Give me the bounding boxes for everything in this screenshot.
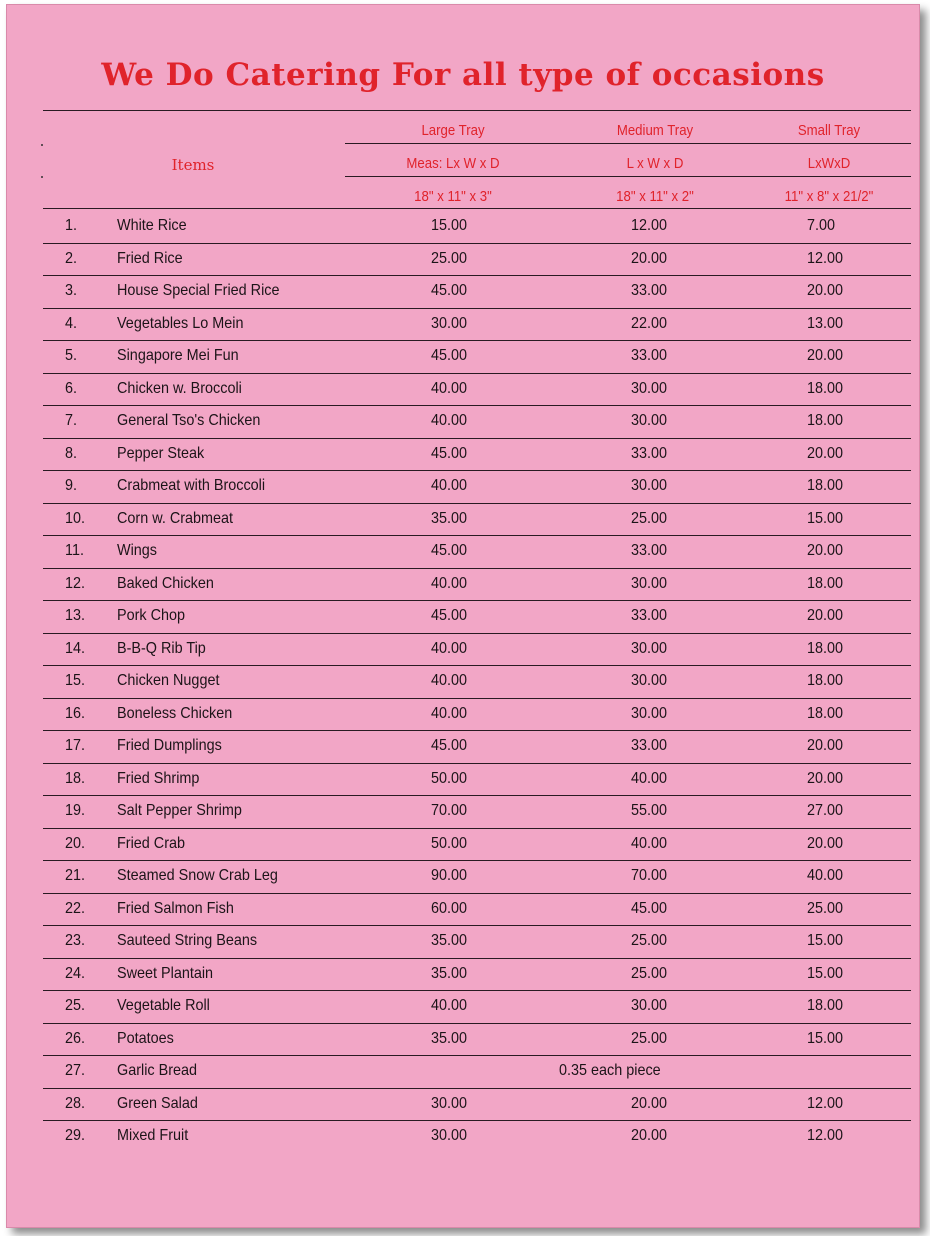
table-row — [7, 926, 919, 958]
table-row — [7, 991, 919, 1023]
small-tray-price: 20.00 — [807, 737, 844, 754]
item-number: 16. — [65, 704, 86, 722]
item-number: 22. — [65, 899, 86, 917]
item-name: Wings — [117, 542, 158, 559]
table-row — [7, 861, 919, 893]
large-tray-price: 90.00 — [431, 867, 468, 884]
medium-tray-price: 20.00 — [631, 1094, 668, 1112]
large-tray-price: 70.00 — [431, 802, 468, 819]
item-number: 24. — [65, 964, 86, 982]
small-tray-price: 7.00 — [807, 217, 836, 234]
item-name: Vegetables Lo Mein — [117, 314, 244, 332]
medium-tray-price: 33.00 — [631, 282, 668, 299]
item-name: White Rice — [117, 217, 187, 234]
small-tray-price: 18.00 — [807, 574, 844, 592]
price-note: 0.35 each piece — [559, 1062, 661, 1079]
item-number: 11. — [65, 542, 84, 559]
small-tray-size: 11" x 8" x 21/2" — [784, 188, 874, 205]
medium-tray-price: 30.00 — [631, 704, 668, 722]
item-name: Crabmeat with Broccoli — [117, 477, 266, 494]
table-row — [7, 1121, 919, 1153]
table-row — [7, 244, 919, 276]
table-row — [7, 634, 919, 666]
item-number: 17. — [65, 737, 86, 754]
small-tray-price: 40.00 — [807, 867, 844, 884]
table-row — [7, 894, 919, 926]
medium-tray-price: 30.00 — [631, 672, 668, 689]
item-name: Steamed Snow Crab Leg — [117, 867, 278, 884]
header-rule-2 — [345, 176, 911, 177]
table-row — [7, 764, 919, 796]
small-tray-price: 18.00 — [807, 477, 844, 494]
item-number: 14. — [65, 639, 86, 657]
menu-sheet — [6, 4, 920, 1228]
medium-tray-price: 22.00 — [631, 314, 668, 332]
medium-tray-price: 33.00 — [631, 737, 668, 754]
table-row — [7, 1089, 919, 1121]
item-number: 13. — [65, 607, 86, 624]
item-number: 7. — [65, 412, 78, 429]
small-tray-price: 12.00 — [807, 249, 844, 267]
large-tray-price: 35.00 — [431, 509, 468, 527]
medium-tray-price: 33.00 — [631, 607, 668, 624]
small-tray-price: 20.00 — [807, 282, 844, 299]
medium-tray-price: 30.00 — [631, 997, 668, 1014]
item-number: 2. — [65, 249, 78, 267]
small-tray-price: 18.00 — [807, 379, 844, 397]
small-tray-label: Small Tray — [797, 122, 861, 139]
item-number: 5. — [65, 347, 78, 364]
medium-tray-price: 30.00 — [631, 574, 668, 592]
item-name: Fried Salmon Fish — [117, 899, 234, 917]
item-number: 3. — [65, 282, 78, 299]
item-name: Garlic Bread — [117, 1062, 198, 1079]
table-row — [7, 504, 919, 536]
large-tray-measure: Meas: Lx W x D — [406, 155, 500, 172]
small-tray-price: 20.00 — [807, 542, 844, 559]
item-number: 10. — [65, 509, 86, 527]
medium-tray-price: 55.00 — [631, 802, 668, 819]
medium-tray-price: 25.00 — [631, 509, 668, 527]
large-tray-price: 30.00 — [431, 314, 468, 332]
large-tray-price: 40.00 — [431, 704, 468, 722]
item-number: 29. — [65, 1127, 86, 1144]
item-name: Fried Shrimp — [117, 769, 200, 787]
large-tray-price: 40.00 — [431, 379, 468, 397]
small-tray-measure: LxWxD — [807, 155, 851, 172]
item-number: 4. — [65, 314, 78, 332]
medium-tray-measure: L x W x D — [626, 155, 684, 172]
margin-dot — [41, 144, 43, 146]
medium-tray-price: 70.00 — [631, 867, 668, 884]
item-name: Boneless Chicken — [117, 704, 233, 722]
item-name: Fried Crab — [117, 834, 186, 852]
item-number: 8. — [65, 444, 78, 462]
table-row — [7, 959, 919, 991]
large-tray-price: 35.00 — [431, 932, 468, 949]
small-tray-price: 20.00 — [807, 347, 844, 364]
table-row — [7, 796, 919, 828]
small-tray-price: 12.00 — [807, 1127, 844, 1144]
table-row — [7, 829, 919, 861]
item-number: 9. — [65, 477, 78, 494]
large-tray-price: 60.00 — [431, 899, 468, 917]
header-rule-1 — [345, 143, 911, 144]
small-tray-price: 18.00 — [807, 412, 844, 429]
small-tray-price: 25.00 — [807, 899, 844, 917]
table-row — [7, 439, 919, 471]
small-tray-price: 20.00 — [807, 444, 844, 462]
item-number: 1. — [65, 217, 78, 234]
item-name: Corn w. Crabmeat — [117, 509, 234, 527]
item-name: Vegetable Roll — [117, 997, 210, 1014]
large-tray-price: 40.00 — [431, 672, 468, 689]
margin-dot — [41, 176, 43, 178]
small-tray-price: 13.00 — [807, 314, 844, 332]
small-tray-price: 18.00 — [807, 704, 844, 722]
medium-tray-price: 33.00 — [631, 542, 668, 559]
medium-tray-price: 40.00 — [631, 769, 668, 787]
large-tray-price: 45.00 — [431, 542, 468, 559]
item-number: 21. — [65, 867, 86, 884]
medium-tray-price: 30.00 — [631, 639, 668, 657]
item-name: Fried Dumplings — [117, 737, 222, 754]
table-row — [7, 1056, 919, 1088]
medium-tray-price: 30.00 — [631, 412, 668, 429]
table-row — [7, 341, 919, 373]
small-tray-price: 15.00 — [807, 932, 844, 949]
page-title: We Do Catering For all type of occasions — [101, 57, 825, 93]
item-name: Fried Rice — [117, 249, 183, 267]
small-tray-price: 18.00 — [807, 639, 844, 657]
medium-tray-price: 33.00 — [631, 347, 668, 364]
medium-tray-price: 33.00 — [631, 444, 668, 462]
medium-tray-size: 18" x 11" x 2" — [616, 188, 694, 205]
large-tray-price: 50.00 — [431, 834, 468, 852]
medium-tray-price: 25.00 — [631, 964, 668, 982]
medium-tray-price: 12.00 — [631, 217, 668, 234]
item-name: Salt Pepper Shrimp — [117, 802, 242, 819]
medium-tray-price: 20.00 — [631, 1127, 668, 1144]
item-number: 23. — [65, 932, 86, 949]
table-row — [7, 536, 919, 568]
large-tray-price: 45.00 — [431, 282, 468, 299]
medium-tray-price: 40.00 — [631, 834, 668, 852]
table-row — [7, 471, 919, 503]
large-tray-price: 40.00 — [431, 639, 468, 657]
item-number: 26. — [65, 1029, 86, 1047]
item-name: Mixed Fruit — [117, 1127, 189, 1144]
item-name: Pork Chop — [117, 607, 186, 624]
medium-tray-price: 45.00 — [631, 899, 668, 917]
item-name: General Tso's Chicken — [117, 412, 261, 429]
large-tray-price: 45.00 — [431, 607, 468, 624]
table-row — [7, 601, 919, 633]
medium-tray-price: 20.00 — [631, 249, 668, 267]
table-row — [7, 309, 919, 341]
large-tray-price: 35.00 — [431, 1029, 468, 1047]
item-name: Chicken w. Broccoli — [117, 379, 242, 397]
large-tray-price: 40.00 — [431, 477, 468, 494]
item-number: 28. — [65, 1094, 86, 1112]
large-tray-price: 40.00 — [431, 997, 468, 1014]
item-number: 12. — [65, 574, 86, 592]
small-tray-price: 27.00 — [807, 802, 844, 819]
header-bottom-rule — [43, 208, 911, 209]
item-name: Sweet Plantain — [117, 964, 214, 982]
large-tray-price: 40.00 — [431, 412, 468, 429]
table-row — [7, 569, 919, 601]
large-tray-price: 30.00 — [431, 1094, 468, 1112]
large-tray-price: 45.00 — [431, 347, 468, 364]
item-number: 15. — [65, 672, 86, 689]
large-tray-price: 45.00 — [431, 737, 468, 754]
large-tray-price: 30.00 — [431, 1127, 468, 1144]
item-number: 6. — [65, 379, 78, 397]
small-tray-price: 15.00 — [807, 964, 844, 982]
small-tray-price: 15.00 — [807, 1029, 844, 1047]
item-name: B-B-Q Rib Tip — [117, 639, 206, 657]
medium-tray-price: 30.00 — [631, 477, 668, 494]
item-number: 18. — [65, 769, 86, 787]
item-name: Sauteed String Beans — [117, 932, 258, 949]
small-tray-price: 20.00 — [807, 607, 844, 624]
small-tray-price: 18.00 — [807, 997, 844, 1014]
small-tray-price: 15.00 — [807, 509, 844, 527]
large-tray-size: 18" x 11" x 3" — [414, 188, 492, 205]
large-tray-price: 25.00 — [431, 249, 468, 267]
large-tray-price: 35.00 — [431, 964, 468, 982]
table-row — [7, 731, 919, 763]
item-number: 27. — [65, 1062, 86, 1079]
large-tray-price: 45.00 — [431, 444, 468, 462]
table-row — [7, 276, 919, 308]
small-tray-price: 20.00 — [807, 769, 844, 787]
item-number: 20. — [65, 834, 86, 852]
small-tray-price: 12.00 — [807, 1094, 844, 1112]
item-name: Chicken Nugget — [117, 672, 220, 689]
large-tray-price: 15.00 — [431, 217, 468, 234]
small-tray-price: 18.00 — [807, 672, 844, 689]
medium-tray-price: 25.00 — [631, 1029, 668, 1047]
large-tray-price: 40.00 — [431, 574, 468, 592]
item-number: 19. — [65, 802, 86, 819]
table-row — [7, 1024, 919, 1056]
table-row — [7, 211, 919, 243]
item-name: Pepper Steak — [117, 444, 205, 462]
table-row — [7, 406, 919, 438]
medium-tray-price: 25.00 — [631, 932, 668, 949]
medium-tray-label: Medium Tray — [616, 122, 694, 139]
item-name: Baked Chicken — [117, 574, 214, 592]
item-name: Green Salad — [117, 1094, 198, 1112]
top-rule — [43, 110, 911, 111]
item-name: Singapore Mei Fun — [117, 347, 239, 364]
large-tray-price: 50.00 — [431, 769, 468, 787]
item-name: House Special Fried Rice — [117, 282, 280, 299]
medium-tray-price: 30.00 — [631, 379, 668, 397]
items-header: Items — [171, 156, 215, 174]
large-tray-label: Large Tray — [421, 122, 485, 139]
table-row — [7, 666, 919, 698]
small-tray-price: 20.00 — [807, 834, 844, 852]
table-row — [7, 699, 919, 731]
item-name: Potatoes — [117, 1029, 174, 1047]
table-row — [7, 374, 919, 406]
item-number: 25. — [65, 997, 86, 1014]
